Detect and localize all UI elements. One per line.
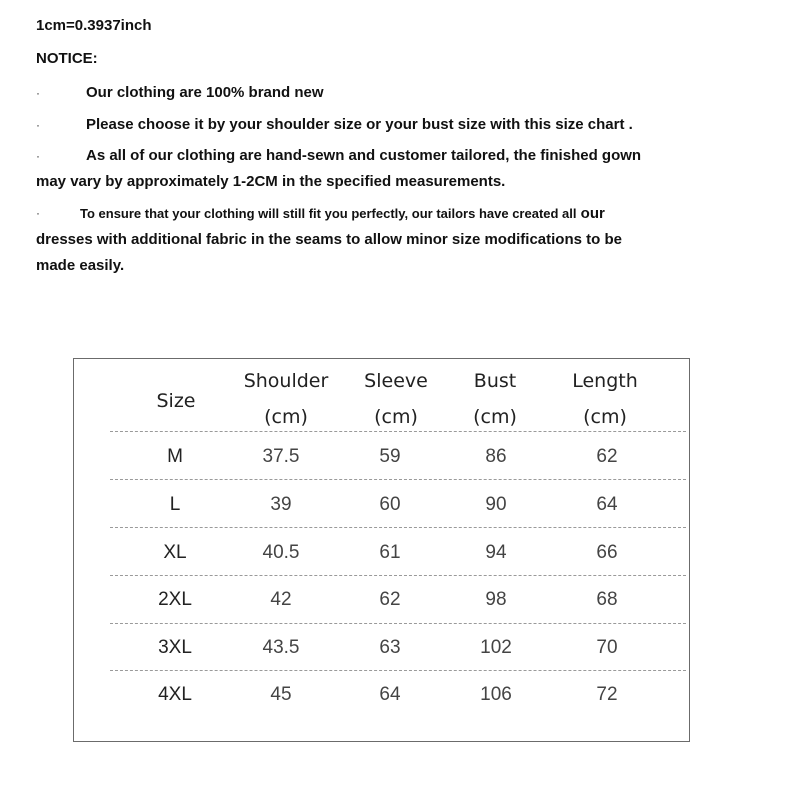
- cell-bust: 98: [485, 589, 507, 610]
- cell-size: XL: [163, 542, 187, 563]
- header-shoulder: [231, 363, 341, 435]
- cell-length: 66: [596, 542, 618, 563]
- header-sleeve: [341, 363, 451, 435]
- cell-length: 62: [596, 446, 618, 467]
- cell-shoulder: 43.5: [262, 637, 300, 658]
- cell-sleeve: 59: [379, 446, 401, 467]
- cell-shoulder: 39: [270, 494, 292, 515]
- cell-size: 2XL: [158, 589, 192, 610]
- cell-bust: 102: [480, 637, 512, 658]
- cell-sleeve: 63: [379, 637, 401, 658]
- notice-line-4b: dresses with additional fabric in the seams to allow minor size modifications to be: [36, 231, 622, 248]
- row-divider: [110, 623, 686, 624]
- cell-length: 68: [596, 589, 618, 610]
- bullet-2: ·: [36, 118, 40, 132]
- cell-size: 4XL: [158, 684, 192, 705]
- size-chart-table: [73, 358, 690, 742]
- row-divider: [110, 431, 686, 432]
- header-length-label: Length: [572, 370, 638, 392]
- header-bust: [445, 363, 545, 435]
- cell-shoulder: 42: [270, 589, 292, 610]
- cell-shoulder: 40.5: [262, 542, 300, 563]
- cell-bust: 86: [485, 446, 507, 467]
- row-divider: [110, 575, 686, 576]
- bullet-3: ·: [36, 149, 40, 163]
- notice-line-4a: [80, 201, 605, 227]
- notice-line-2: Please choose it by your shoulder size or your bust size with this size chart .: [86, 116, 633, 133]
- notice-line-1: Our clothing are 100% brand new: [86, 84, 324, 101]
- notice-line-3b: may vary by approximately 1-2CM in the specified measurements.: [36, 173, 506, 190]
- cell-size: 3XL: [158, 637, 192, 658]
- header-bust-label: Bust: [473, 370, 517, 392]
- notice-line-4c: made easily.: [36, 257, 125, 274]
- header-shoulder-unit: (cm): [264, 406, 308, 428]
- header-length: [550, 363, 660, 435]
- cell-sleeve: 64: [379, 684, 401, 705]
- header-bust-unit: (cm): [473, 406, 517, 428]
- header-shoulder-label: Shoulder: [243, 370, 329, 392]
- row-divider: [110, 527, 686, 528]
- unit-conversion: 1cm=0.3937inch: [36, 17, 152, 34]
- cell-bust: 90: [485, 494, 507, 515]
- cell-sleeve: 60: [379, 494, 401, 515]
- header-sleeve-unit: (cm): [374, 406, 418, 428]
- cell-sleeve: 61: [379, 542, 401, 563]
- bullet-1: ·: [36, 86, 40, 100]
- row-divider: [110, 670, 686, 671]
- cell-bust: 94: [485, 542, 507, 563]
- cell-length: 64: [596, 494, 618, 515]
- cell-size: M: [167, 446, 183, 467]
- notice-title: NOTICE:: [36, 50, 98, 67]
- notice-line-3a: As all of our clothing are hand-sewn and customer tailored, the finished gown: [86, 147, 642, 164]
- cell-size: L: [169, 494, 181, 515]
- cell-shoulder: 45: [270, 684, 292, 705]
- notice-line-4a-tail: our: [576, 205, 605, 222]
- header-length-unit: (cm): [583, 406, 627, 428]
- row-divider: [110, 479, 686, 480]
- header-sleeve-label: Sleeve: [364, 370, 428, 392]
- bullet-4: ·: [36, 206, 40, 220]
- cell-length: 70: [596, 637, 618, 658]
- cell-bust: 106: [480, 684, 512, 705]
- header-size: Size: [156, 390, 196, 412]
- notice-line-4a-text: To ensure that your clothing will still fit you perfectly, our tailors have created all: [80, 206, 577, 221]
- cell-length: 72: [596, 684, 618, 705]
- cell-shoulder: 37.5: [262, 446, 300, 467]
- cell-sleeve: 62: [379, 589, 401, 610]
